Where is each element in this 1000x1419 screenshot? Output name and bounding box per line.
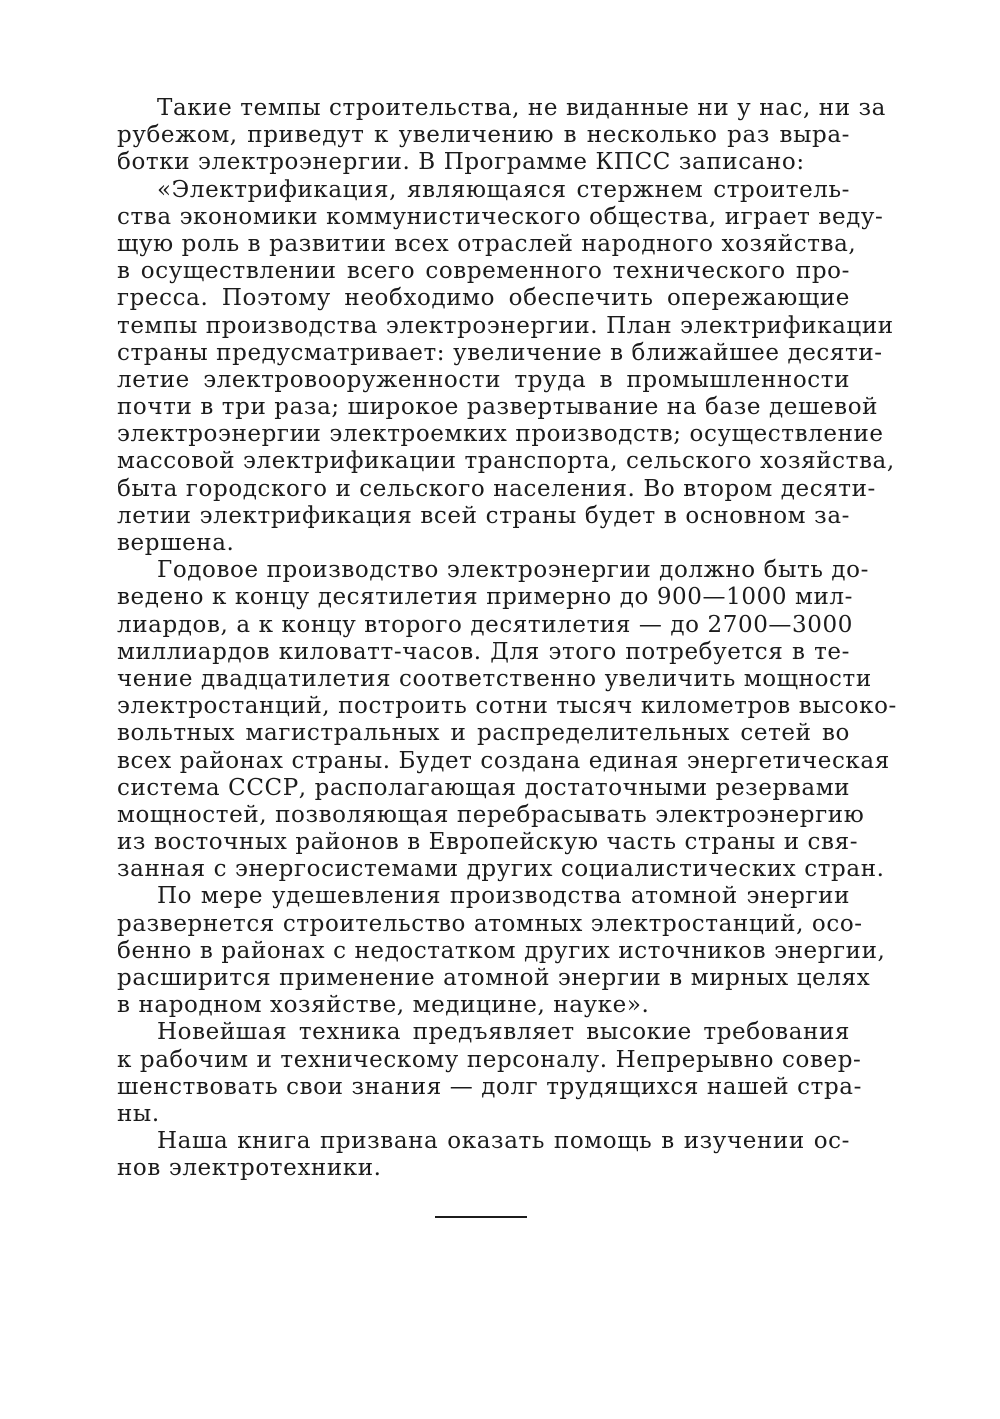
text-line: щую роль в развитии всех отраслей народного хозяйства,: [117, 230, 857, 257]
text-line: нов электротехники.: [117, 1155, 382, 1182]
text-line: рубежом, приведут к увеличению в несколько раз выра-: [117, 122, 850, 149]
text-line: ны.: [117, 1100, 160, 1127]
text-line: летии электрификация всей страны будет в основном за-: [117, 502, 850, 529]
text-line: ства экономики коммунистического общества, играет веду-: [117, 203, 884, 230]
text-line: Новейшая техника предъявляет высокие требования: [157, 1019, 850, 1046]
text-line: Наша книга призвана оказать помощь в изучении ос-: [157, 1128, 850, 1155]
text-line: чение двадцатилетия соответственно увеличить мощности: [117, 665, 872, 692]
text-line: «Электрификация, являющаяся стержнем строитель-: [157, 176, 850, 203]
text-line: темпы производства электроэнергии. План электрификации: [117, 312, 894, 339]
text-line: быта городского и сельского населения. Во втором десяти-: [117, 475, 876, 502]
text-line: По мере удешевления производства атомной энергии: [157, 883, 850, 910]
text-line: развернется строительство атомных электростанций, осо-: [117, 910, 863, 937]
text-line: из восточных районов в Европейскую часть страны и свя-: [117, 829, 859, 856]
text-line: электроэнергии электроемких производств; осуществление: [117, 421, 884, 448]
end-rule: [435, 1216, 527, 1218]
text-line: Годовое производство электроэнергии должно быть до-: [157, 557, 869, 584]
text-line: всех районах страны. Будет создана единая энергетическая: [117, 747, 890, 774]
page-text: [117, 95, 897, 1183]
text-line: лиардов, а к концу второго десятилетия — до 2700—3000: [117, 611, 853, 638]
text-line: страны предусматривает: увеличение в ближайшее десяти-: [117, 339, 883, 366]
text-line: занная с энергосистемами других социалистических стран.: [117, 856, 885, 883]
text-line: мощностей, позволяющая перебрасывать электроэнергию: [117, 801, 865, 828]
text-line: бенно в районах с недостатком других источников энергии,: [117, 937, 886, 964]
text-line: гресса. Поэтому необходимо обеспечить опережающие: [117, 285, 850, 312]
text-line: расширится применение атомной энергии в мирных целях: [117, 965, 871, 991]
text-line: почти в три раза; широкое развертывание на базе дешевой: [117, 394, 879, 421]
text-line: шенствовать свои знания — долг трудящихся нашей стра-: [117, 1073, 862, 1100]
text-line: массовой электрификации транспорта, сельского хозяйства,: [117, 448, 895, 475]
text-line: ботки электроэнергии. В Программе КПСС записано:: [117, 149, 805, 176]
text-line: к рабочим и техническому персоналу. Непрерывно совер-: [117, 1046, 862, 1073]
text-line: вершена.: [117, 530, 235, 556]
text-line: летие электровооруженности труда в промышленности: [117, 366, 850, 393]
text-line: электростанций, построить сотни тысяч километров высоко-: [117, 693, 897, 720]
text-line: система СССР, располагающая достаточными резервами: [117, 774, 851, 801]
text-line: в народном хозяйстве, медицине, науке».: [117, 992, 650, 1019]
text-line: Такие темпы строительства, не виданные ни у нас, ни за: [157, 95, 886, 121]
text-line: вольтных магистральных и распределительных сетей во: [117, 720, 850, 747]
text-line: в осуществлении всего современного технического про-: [117, 258, 850, 285]
text-line: ведено к концу десятилетия примерно до 900—1000 мил-: [117, 584, 853, 611]
text-line: миллиардов киловатт-часов. Для этого потребуется в те-: [117, 638, 850, 665]
